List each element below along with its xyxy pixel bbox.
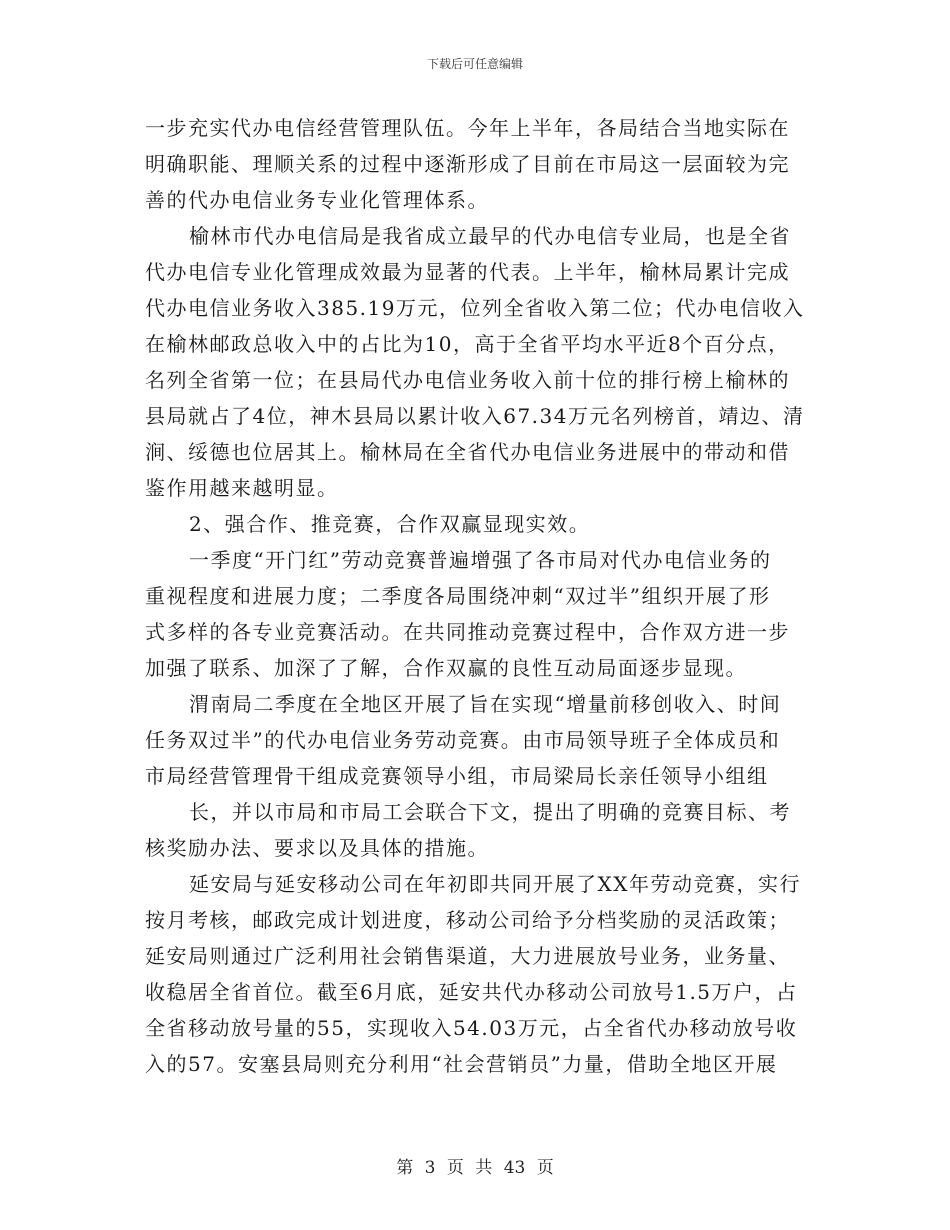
text-line: 代办电信专业化管理成效最为显著的代表。上半年，榆林局累计完成 — [145, 260, 790, 284]
document-body — [145, 110, 810, 1082]
text-line: 一步充实代办电信经营管理队伍。今年上半年，各局结合当地实际在 — [145, 116, 790, 140]
text-line: 入的57。安塞县局则充分利用“社会营销员”力量，借助全地区开展 — [145, 1052, 778, 1076]
text-line: 重视程度和进展力度；二季度各局围绕冲刺“双过半”组织开展了形 — [145, 584, 771, 608]
text-line: 核奖励办法、要求以及具体的措施。 — [145, 836, 489, 860]
text-line: 长，并以市局和市局工会联合下文，提出了明确的竞赛目标、考 — [189, 800, 791, 824]
text-line: 延安局与延安移动公司在年初即共同开展了XX年劳动竞赛，实行 — [189, 872, 801, 896]
text-line: 县局就占了4位，神木县局以累计收入67.34万元名列榜首，靖边、清 — [145, 404, 805, 428]
page-header: 下载后可任意编辑 — [426, 57, 523, 71]
text-line: 加强了联系、加深了了解，合作双赢的良性互动局面逐步显现。 — [145, 656, 747, 680]
text-line: 全省移动放号量的55，实现收入54.03万元，占全省代办移动放号收 — [145, 1016, 798, 1040]
section-heading: 2、强合作、推竞赛，合作双赢显现实效。 — [189, 512, 591, 536]
text-line: 善的代办电信业务专业化管理体系。 — [145, 188, 489, 212]
text-line: 名列全省第一位；在县局代办电信业务收入前十位的排行榜上榆林的 — [145, 368, 790, 392]
text-line: 渭南局二季度在全地区开展了旨在实现“增量前移创收入、时间 — [189, 692, 782, 716]
text-line: 市局经营管理骨干组成竞赛领导小组，市局梁局长亲任领导小组组 — [145, 764, 769, 788]
page-number: 第 3 页 共 43 页 — [396, 1158, 554, 1178]
text-line: 延安局则通过广泛利用社会销售渠道，大力进展放号业务，业务量、 — [145, 944, 790, 968]
text-line: 式多样的各专业竞赛活动。在共同推动竞赛过程中，合作双方进一步 — [145, 620, 790, 644]
text-line: 代办电信业务收入385.19万元，位列全省收入第二位；代办电信收入 — [145, 296, 805, 320]
text-line: 鉴作用越来越明显。 — [145, 476, 339, 500]
text-line: 一季度“开门红”劳动竞赛普遍增强了各市局对代办电信业务的 — [189, 548, 772, 572]
text-line: 任务双过半”的代办电信业务劳动竞赛。由市局领导班子全体成员和 — [145, 728, 781, 752]
text-line: 收稳居全省首位。截至6月底，延安共代办移动公司放号1.5万户，占 — [145, 980, 798, 1004]
text-line: 在榆林邮政总收入中的占比为10，高于全省平均水平近8个百分点， — [145, 332, 790, 356]
text-line: 明确职能、理顺关系的过程中逐渐形成了目前在市局这一层面较为完 — [145, 152, 790, 176]
text-line: 涧、绥德也位居其上。榆林局在全省代办电信业务进展中的带动和借 — [145, 440, 790, 464]
text-line: 按月考核，邮政完成计划进度，移动公司给予分档奖励的灵活政策； — [145, 908, 790, 932]
text-line: 榆林市代办电信局是我省成立最早的代办电信专业局，也是全省 — [189, 224, 791, 248]
